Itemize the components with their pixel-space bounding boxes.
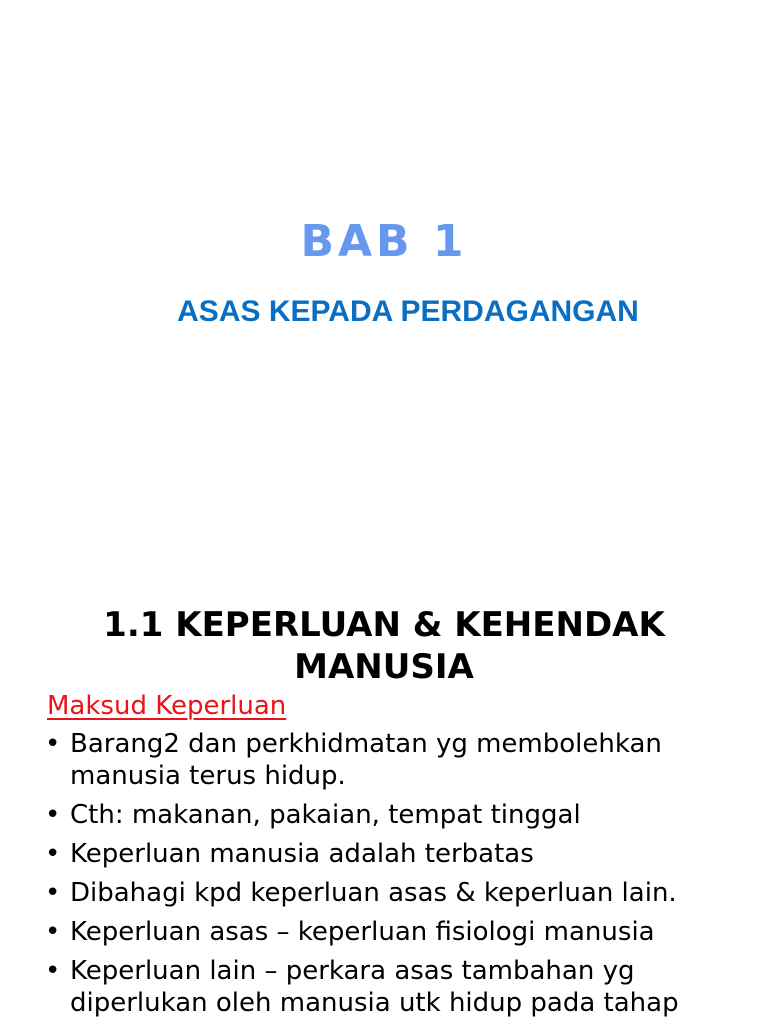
chapter-label: BAB 1 <box>300 216 468 267</box>
list-item-text: Keperluan asas – keperluan fisiologi manusia <box>70 917 655 947</box>
bullet-icon: • <box>45 729 61 759</box>
list-item <box>0 799 768 831</box>
section-heading-line-1: 1.1 KEPERLUAN & KEHENDAK <box>103 605 665 645</box>
bullet-icon: • <box>45 956 61 986</box>
section-heading <box>0 604 768 688</box>
list-item <box>0 955 768 1019</box>
list-item-text: Barang2 dan perkhidmatan yg membolehkan manusia terus hidup. <box>70 729 662 791</box>
list-item-text: Keperluan lain – perkara asas tambahan yg diperlukan oleh manusia utk hidup pada tahap <box>70 956 679 1018</box>
list-item-text: Cth: makanan, pakaian, tempat tinggal <box>70 800 581 830</box>
list-item-text: Dibahagi kpd keperluan asas & keperluan lain. <box>70 878 677 908</box>
bullet-icon: • <box>45 878 61 908</box>
bullet-icon: • <box>45 839 61 869</box>
bullet-icon: • <box>45 917 61 947</box>
definition-subheading: Maksud Keperluan <box>47 691 287 721</box>
section-heading-line-2: MANUSIA <box>294 647 474 687</box>
list-item-text: Keperluan manusia adalah terbatas <box>70 839 534 869</box>
chapter-title: ASAS KEPADA PERDAGANGAN <box>177 295 639 328</box>
bullet-list <box>0 728 768 1024</box>
content-slide <box>0 576 768 1024</box>
list-item <box>0 728 768 792</box>
bullet-icon: • <box>45 800 61 830</box>
list-item <box>0 838 768 870</box>
list-item <box>0 877 768 909</box>
list-item <box>0 916 768 948</box>
